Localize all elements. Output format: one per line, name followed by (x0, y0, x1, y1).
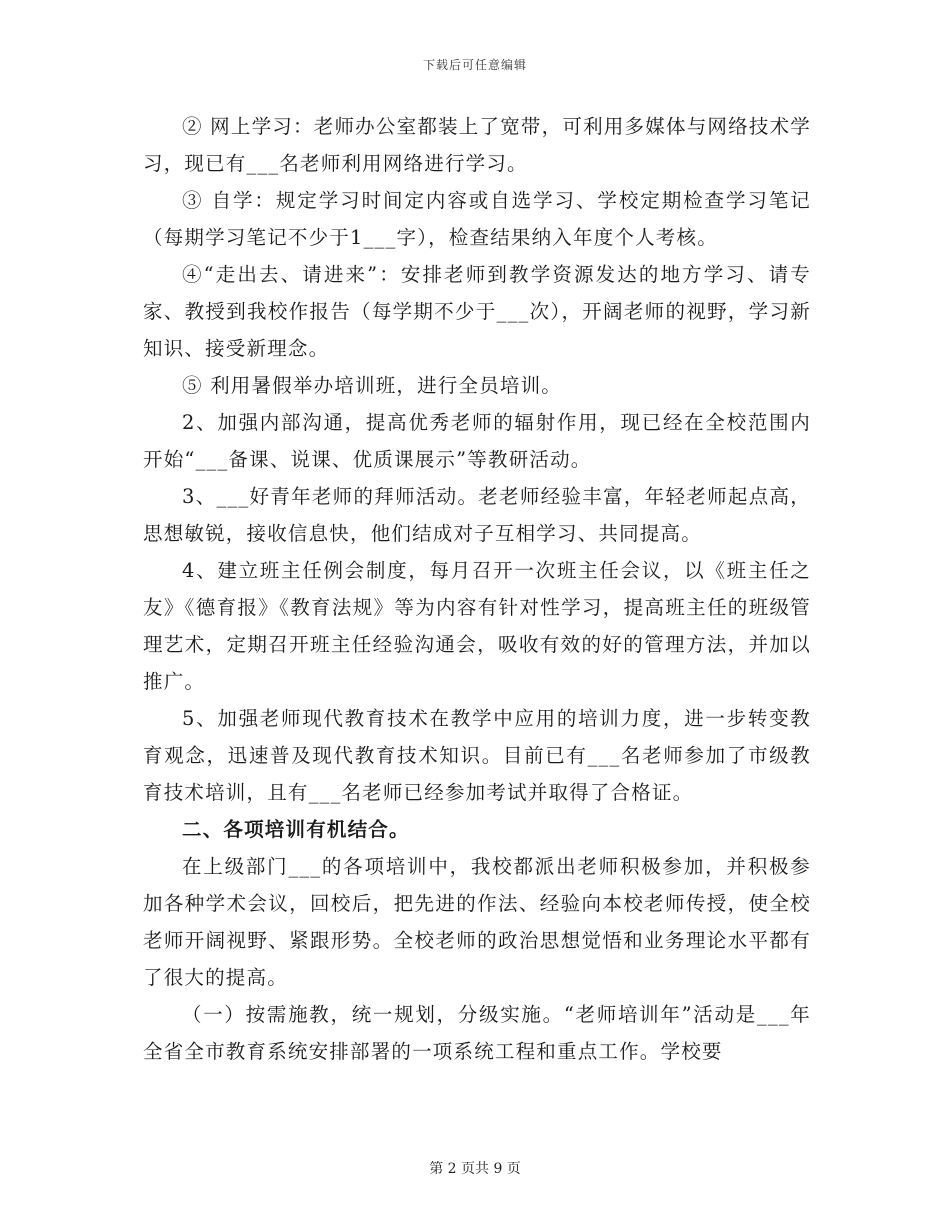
section-heading: 二、各项培训有机结合。 (182, 818, 410, 841)
paragraph-online-learning: ② 网上学习：老师办公室都装上了宽带，可利用多媒体与网络技术学习，现已有___名老师利用网络进行学习。 (143, 115, 811, 175)
paragraph-mentorship: 3、___好青年老师的拜师活动。老老师经验丰富，年轻老师起点高，思想敏锐，接收信息快，他们结成对子互相学习、共同提高。 (143, 485, 811, 545)
paragraph-class-teacher-meetings: 4、建立班主任例会制度，每月召开一次班主任会议，以《班主任之友》《德育报》《教育法规》等为内容有针对性学习，提高班主任的班级管理艺术，定期召开班主任经验沟通会，吸收有效的好的管理方法，并加以推广。 (143, 559, 811, 693)
paragraph-summer-training: ⑤ 利用暑假举办培训班，进行全员培训。 (182, 374, 562, 397)
paragraph-self-study: ③ 自学：规定学习时间定内容或自选学习、学校定期检查学习笔记（每期学习笔记不少于1___字），检查结果纳入年度个人考核。 (143, 189, 811, 249)
paragraph-internal-communication: 2、加强内部沟通，提高优秀老师的辐射作用，现已经在全校范围内开始“___备课、说课、优质课展示”等教研活动。 (143, 411, 811, 471)
paragraph-needs-based-teaching: （一）按需施教，统一规划，分级实施。“老师培训年”活动是___年全省全市教育系统安排部署的一项系统工程和重点工作。学校要 (143, 1003, 811, 1063)
page-footer: 第 2 页共 9 页 (429, 1161, 521, 1177)
document-body (143, 108, 811, 1070)
page-header: 下载后可任意编辑 (422, 58, 527, 72)
paragraph-education-technology: 5、加强老师现代教育技术在教学中应用的培训力度，进一步转变教育观念，迅速普及现代教育技术知识。目前已有___名老师参加了市级教育技术培训，且有___名老师已经参加考试并取得了合格证。 (143, 707, 811, 804)
paragraph-go-out-invite-in: ④“走出去、请进来”：安排老师到教学资源发达的地方学习、请专家、教授到我校作报告（每学期不少于___次），开阔老师的视野，学习新知识、接受新理念。 (143, 263, 811, 360)
paragraph-external-training: 在上级部门___的各项培训中，我校都派出老师积极参加，并积极参加各种学术会议，回校后，把先进的作法、经验向本校老师传授，使全校老师开阔视野、紧跟形势。全校老师的政治思想觉悟和业务理论水平都有了很大的提高。 (143, 855, 811, 989)
